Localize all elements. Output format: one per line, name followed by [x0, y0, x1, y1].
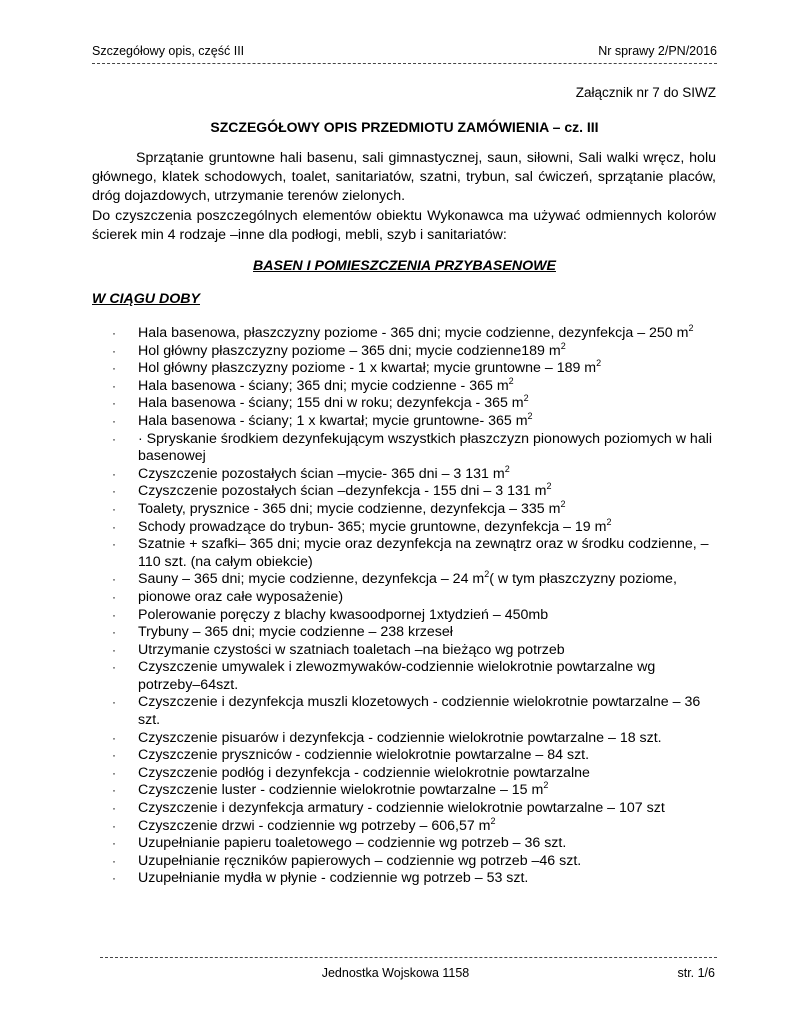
- bullet-icon: ·: [112, 642, 116, 657]
- list-item-text: Hol główny płaszczyzny poziome – 365 dni; mycie codzienne189 m: [138, 342, 561, 359]
- list-item: [112, 642, 721, 660]
- bullet-icon: ·: [112, 589, 116, 604]
- list-item: [112, 360, 721, 378]
- unit-superscript: 2: [508, 375, 514, 386]
- bullet-icon: ·: [112, 537, 116, 552]
- list-item: [112, 800, 721, 818]
- list-item: [112, 483, 721, 501]
- bullet-icon: ·: [112, 326, 116, 340]
- unit-superscript: 2: [560, 498, 566, 509]
- list-item: [112, 431, 721, 466]
- task-list: [112, 325, 721, 888]
- bullet-icon: ·: [112, 361, 116, 376]
- list-item: [112, 782, 721, 800]
- list-item-text: Czyszczenie luster - codziennie wielokrotnie powtarzalne – 15 m: [138, 782, 544, 799]
- bullet-icon: ·: [112, 607, 116, 622]
- header-divider: [92, 63, 717, 64]
- unit-superscript: 2: [527, 410, 533, 421]
- unit-superscript: 2: [546, 481, 552, 492]
- unit-superscript: 2: [606, 516, 612, 527]
- list-item-text-continued: ( w tym płaszczyzny poziome,: [489, 571, 677, 588]
- list-item: [112, 516, 721, 537]
- bullet-icon: ·: [112, 572, 116, 587]
- bullet-icon: ·: [112, 730, 116, 745]
- unit-superscript: 2: [560, 340, 566, 351]
- list-item: [112, 730, 721, 748]
- unit-superscript: 2: [543, 780, 549, 791]
- list-item-text: · Spryskanie środkiem dezynfekującym wszystkich płaszczyzn pionowych poziomych w hali basenowej: [138, 430, 713, 465]
- list-item-text: Uzupełnianie mydła w płynie - codziennie wg potrzeb – 53 szt.: [138, 870, 529, 887]
- bullet-icon: ·: [112, 836, 116, 851]
- bullet-icon: ·: [112, 396, 116, 411]
- list-item-text: Czyszczenie umywalek i zlewozmywaków-codziennie wielokrotnie powtarzalne wg potrzeby–64szt.: [138, 659, 656, 693]
- list-item: [112, 607, 721, 625]
- list-item-text: Czyszczenie i dezynfekcja muszli klozetowych - codziennie wielokrotnie powtarzalne – 36 szt.: [138, 694, 701, 729]
- bullet-icon: ·: [112, 818, 116, 833]
- list-item: [112, 375, 721, 396]
- list-item-text: Hala basenowa - ściany; 1 x kwartał; mycie gruntowne- 365 m: [138, 412, 528, 429]
- list-item: [112, 410, 721, 431]
- list-item-text: Uzupełnianie ręczników papierowych – codziennie wg potrzeb –46 szt.: [138, 852, 582, 869]
- list-item-text: Czyszczenie pozostałych ścian –mycie- 365 dni – 3 131 m: [138, 465, 505, 482]
- list-item: [112, 694, 721, 729]
- bullet-icon: ·: [112, 871, 116, 886]
- list-item-text: Szatnie + szafki– 365 dni; mycie oraz dezynfekcja na zewnątrz oraz w środku codzienne, – 110 szt. (na całym obiekcie): [138, 536, 709, 570]
- bullet-icon: ·: [112, 343, 116, 358]
- list-item: [112, 765, 721, 783]
- list-item-text: pionowe oraz całe wyposażenie): [138, 588, 344, 605]
- bullet-icon: ·: [112, 660, 116, 675]
- list-item: [112, 659, 721, 694]
- list-item: [112, 815, 721, 836]
- bullet-icon: ·: [112, 413, 116, 428]
- list-item-text: Czyszczenie i dezynfekcja armatury - codziennie wielokrotnie powtarzalne – 107 szt: [138, 800, 665, 817]
- list-item-text: Hol główny płaszczyzny poziome - 1 x kwartał; mycie gruntowne – 189 m: [138, 360, 597, 377]
- header-doc-title: Szczegółowy opis, część III: [92, 44, 245, 58]
- attachment-label: Załącznik nr 7 do SIWZ: [575, 85, 716, 100]
- list-item: [112, 325, 721, 343]
- list-item-text: Hala basenowa - ściany; 365 dni; mycie codzienne - 365 m: [138, 377, 509, 394]
- list-item-text: Schody prowadzące do trybun- 365; mycie gruntowne, dezynfekcja – 19 m: [138, 518, 607, 535]
- list-item: [112, 536, 721, 571]
- bullet-icon: ·: [112, 431, 116, 446]
- list-item: [112, 835, 721, 853]
- bullet-icon: ·: [112, 853, 116, 868]
- bullet-icon: ·: [112, 501, 116, 516]
- bullet-icon: ·: [112, 378, 116, 393]
- list-item: [112, 498, 721, 519]
- subsection-heading: W CIĄGU DOBY: [92, 291, 200, 307]
- list-item: [112, 747, 721, 765]
- unit-superscript: 2: [688, 323, 694, 333]
- list-item-text: Trybuny – 365 dni; mycie codzienne – 238 krzeseł: [138, 624, 453, 641]
- intro-paragraph-2: Do czyszczenia poszczególnych elementów obiektu Wykonawca ma używać odmiennych kolorów ścierek min 4 rodzaje –inne dla podłogi, mebli, szyb i sanitariatów:: [92, 207, 716, 243]
- list-item-text: Hala basenowa - ściany; 155 dni w roku; dezynfekcja - 365 m: [138, 395, 524, 412]
- footer-unit-name: Jednostka Wojskowa 1158: [321, 966, 470, 980]
- list-item-text: Polerowanie poręczy z blachy kwasoodpornej 1xtydzień – 450mb: [138, 606, 549, 623]
- list-item-text: Sauny – 365 dni; mycie codzienne, dezynfekcja – 24 m: [138, 571, 485, 588]
- list-item: [112, 624, 721, 642]
- list-item: [112, 853, 721, 871]
- list-item-text: Uzupełnianie papieru toaletowego – codziennie wg potrzeb – 36 szt.: [138, 835, 567, 852]
- bullet-icon: ·: [112, 783, 116, 798]
- list-item-text: Czyszczenie podłóg i dezynfekcja - codziennie wielokrotnie powtarzalne: [138, 764, 590, 781]
- bullet-icon: ·: [112, 748, 116, 763]
- list-item-text: Czyszczenie pisuarów i dezynfekcja - codziennie wielokrotnie powtarzalne – 18 szt.: [138, 729, 662, 746]
- list-item: [112, 589, 721, 607]
- bullet-icon: ·: [112, 625, 116, 640]
- list-item: [112, 395, 721, 413]
- bullet-icon: ·: [112, 519, 116, 534]
- section-heading: BASEN I POMIESZCZENIA PRZYBASENOWE: [253, 258, 556, 274]
- list-item: [112, 571, 721, 589]
- list-item-text: Czyszczenie pryszniców - codziennie wielokrotnie powtarzalne – 84 szt.: [138, 747, 590, 764]
- list-item-text: Hala basenowa, płaszczyzny poziome - 365 dni; mycie codzienne, dezynfekcja – 250 m: [138, 325, 689, 341]
- list-item-text: Czyszczenie drzwi - codziennie wg potrzeby – 606,57 m: [138, 817, 491, 834]
- bullet-icon: ·: [112, 765, 116, 780]
- footer-divider: [100, 957, 717, 958]
- page-title: SZCZEGÓŁOWY OPIS PRZEDMIOTU ZAMÓWIENIA – cz. III: [210, 119, 599, 135]
- list-item-text: Czyszczenie pozostałych ścian –dezynfekcja - 155 dni – 3 131 m: [138, 483, 547, 500]
- list-item: [112, 870, 721, 888]
- unit-superscript: 2: [596, 358, 602, 369]
- list-item-text: Utrzymanie czystości w szatniach toaletach –na bieżąco wg potrzeb: [138, 641, 565, 658]
- bullet-icon: ·: [112, 484, 116, 499]
- list-item: [112, 340, 721, 361]
- bullet-icon: ·: [112, 695, 116, 710]
- page-number: str. 1/6: [677, 966, 715, 980]
- list-item-text: Toalety, prysznice - 365 dni; mycie codzienne, dezynfekcja – 335 m: [138, 500, 561, 517]
- unit-superscript: 2: [490, 815, 496, 826]
- intro-paragraph-1: Sprzątanie gruntowne hali basenu, sali gimnastycznej, saun, siłowni, Sali walki wręcz, holu głównego, klatek schodowych, toalet, sanitariatów, szatni, trybun, sal ćwiczeń, sprzątanie placów, dróg dojazdowych, utrzymanie terenów zielonych.: [92, 150, 716, 205]
- bullet-icon: ·: [112, 466, 116, 481]
- unit-superscript: 2: [504, 463, 510, 474]
- bullet-icon: ·: [112, 801, 116, 816]
- header-case-number: Nr sprawy 2/PN/2016: [598, 44, 717, 58]
- unit-superscript: 2: [484, 569, 490, 580]
- unit-superscript: 2: [523, 393, 529, 404]
- list-item: [112, 463, 721, 484]
- intro-text: [92, 149, 716, 245]
